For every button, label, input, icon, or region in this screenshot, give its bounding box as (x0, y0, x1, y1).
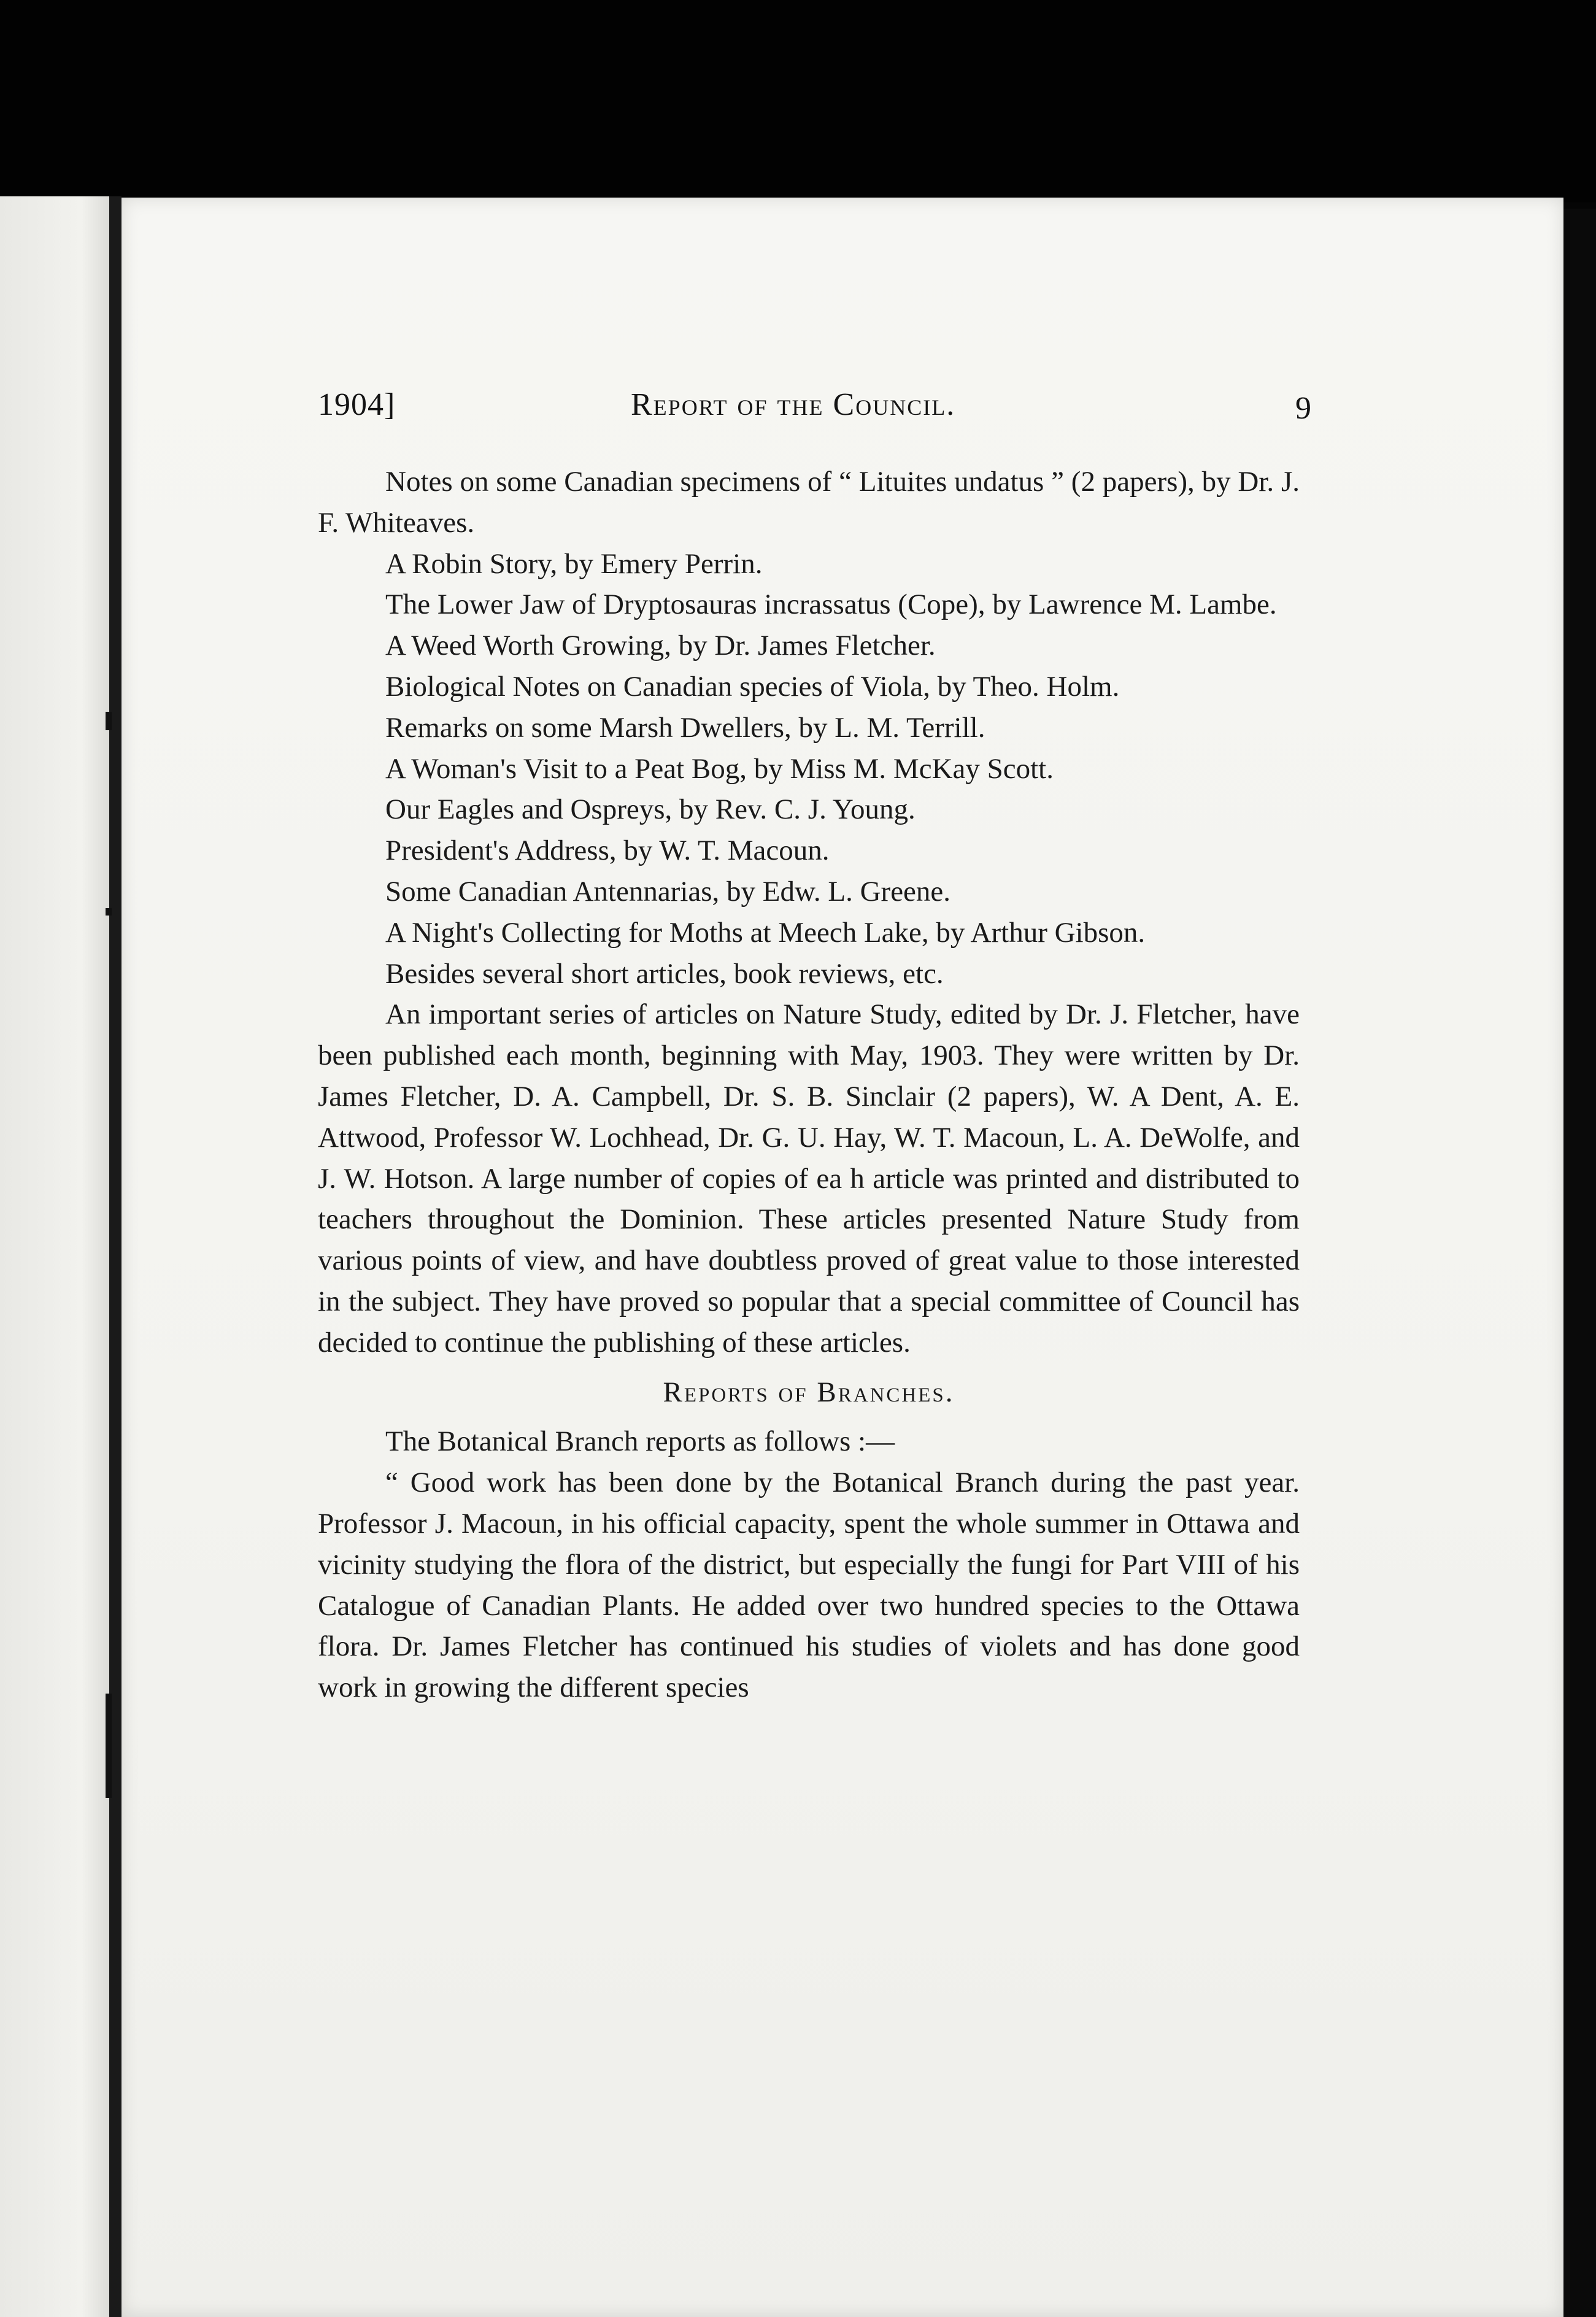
paragraph: A Night's Collecting for Moths at Meech Lake, by Arthur Gibson. (385, 916, 1146, 949)
paragraph: Our Eagles and Ospreys, by Rev. C. J. Young. (385, 793, 916, 826)
paragraph: Remarks on some Marsh Dwellers, by L. M. Terrill. (385, 711, 985, 744)
paragraph: A Weed Worth Growing, by Dr. James Fletcher. (385, 630, 936, 662)
paragraph: “ Good work has been done by the Botanical Branch during the past year. Professor J. Macoun, in his official capacity, spent the whole summer in Ottawa and vicinity studying the flora of the district, but especially the fungi for Part VIII of his Catalogue of Canadian Plants. He added over two hundred species to the Ottawa flora. Dr. James Fletcher has continued his studies of violets and has done good work in growing the different species (318, 1467, 1300, 1704)
paragraph: An important series of articles on Nature Study, edited by Dr. J. Fletcher, have been published each month, beginning with May, 1903. They were written by Dr. James Fletcher, D. A. Campbell, Dr. S. B. Sinclair (2 papers), W. A Dent, A. E. Attwood, Professor W. Lochhead, Dr. G. U. Hay, W. T. Macoun, L. A. DeWolfe, and J. W. Hotson. A large number of copies of ea h article was printed and distributed to teachers throughout the Dominion. These articles presented Nature Study from various points of view, and have doubtless proved of great value to those interested in the subject. They have proved so popular that a special committee of Council has decided to continue the publishing of these articles. (318, 998, 1300, 1359)
section-heading: Reports of Branches. (663, 1376, 955, 1408)
scan-right-margin (1563, 209, 1596, 2317)
gutter-mark (106, 1694, 112, 1798)
paragraph: Besides several short articles, book reviews, etc. (385, 957, 944, 990)
paragraph: A Woman's Visit to a Peat Bog, by Miss M. McKay Scott. (385, 752, 1054, 785)
paragraph: The Botanical Branch reports as follows :— (385, 1425, 895, 1458)
gutter-mark (106, 712, 112, 730)
book-gutter (109, 196, 121, 2317)
facing-page-edge (0, 196, 117, 2317)
paragraph: Notes on some Canadian specimens of “ Lituites undatus ” (2 papers), by Dr. J. F. Whiteaves. (318, 466, 1300, 539)
header-title: Report of the Council. (631, 387, 956, 422)
paragraph: A Robin Story, by Emery Perrin. (385, 547, 763, 580)
paragraph: The Lower Jaw of Dryptosauras incrassatus (Cope), by Lawrence M. Lambe. (385, 588, 1277, 621)
paragraph: President's Address, by W. T. Macoun. (385, 835, 830, 867)
running-header (318, 387, 1312, 436)
header-year: 1904] (318, 387, 396, 422)
scan-top-margin (0, 0, 1596, 202)
paragraph: Some Canadian Antennarias, by Edw. L. Greene. (385, 875, 951, 908)
paragraph: Biological Notes on Canadian species of Viola, by Theo. Holm. (385, 670, 1120, 703)
body-text (318, 461, 1300, 1708)
page-number: 9 (1295, 391, 1312, 426)
gutter-mark (106, 908, 112, 916)
